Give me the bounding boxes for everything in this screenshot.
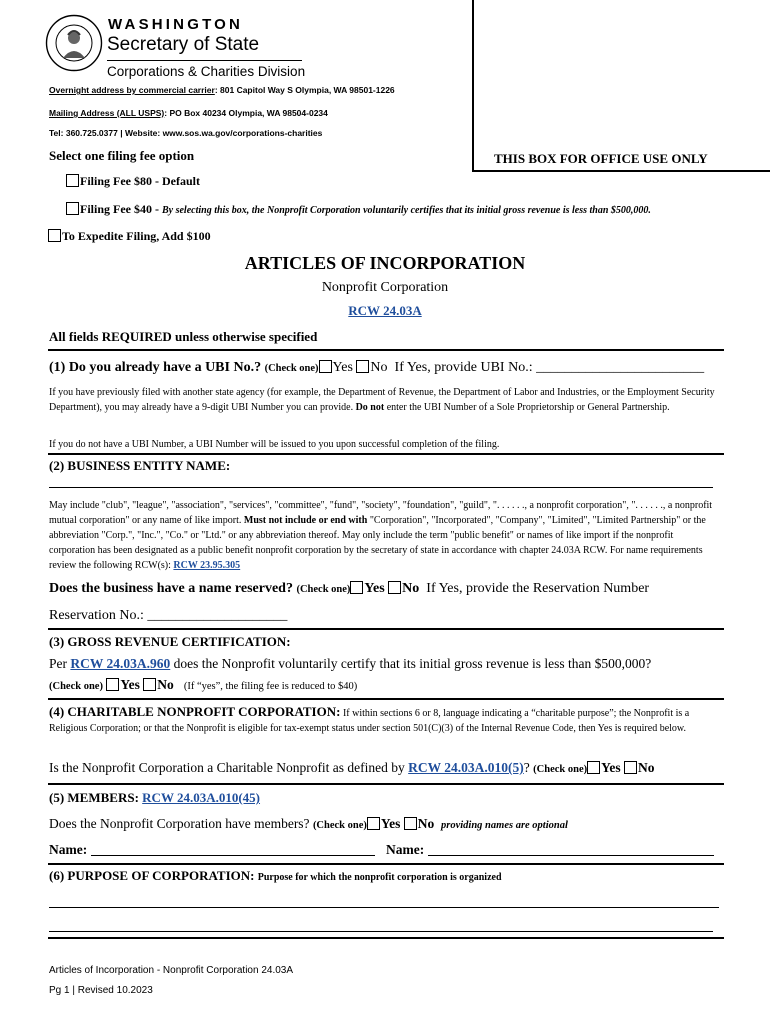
office-use-box xyxy=(472,0,770,172)
s5-yes-checkbox[interactable] xyxy=(367,817,380,830)
s3-no-label: No xyxy=(157,677,174,692)
s2-heading: (2) BUSINESS ENTITY NAME: xyxy=(49,458,231,473)
fee-80-checkbox[interactable] xyxy=(66,174,79,187)
mailing-value: : PO Box 40234 Olympia, WA 98504-0234 xyxy=(164,108,328,118)
entity-name-field[interactable] xyxy=(49,487,713,488)
reservation-row xyxy=(49,608,287,624)
wordmark-washington: WASHINGTON xyxy=(108,16,244,33)
member-name-2-label: Name: xyxy=(386,842,425,857)
s4-check-one: (Check one) xyxy=(533,764,588,775)
s1-paragraph-2: If you do not have a UBI Number, a UBI Number will be issued to you upon successful completion of the filing. xyxy=(49,439,500,450)
reservation-label: Reservation No.: xyxy=(49,608,144,623)
s6-subheading: Purpose for which the nonprofit corporation is organized xyxy=(257,872,502,883)
fee-80-label: Filing Fee $80 - Default xyxy=(80,174,200,188)
divider-6 xyxy=(48,863,724,865)
fee-40-checkbox[interactable] xyxy=(66,202,79,215)
s2-question: Does the business have a name reserved? xyxy=(49,581,293,596)
expedite-checkbox[interactable] xyxy=(48,229,61,242)
mailing-label: Mailing Address (ALL USPS) xyxy=(49,108,165,118)
s6-heading-row xyxy=(49,868,502,884)
s5-yes-label: Yes xyxy=(380,816,401,831)
s4-qmark: ? xyxy=(523,760,530,775)
fee-option-80[interactable] xyxy=(66,174,200,189)
s3-per: Per xyxy=(49,656,67,671)
wordmark-secretary: Secretary of State xyxy=(107,34,260,55)
rcw-24-03a-010-5-link[interactable]: RCW 24.03A.010(5) xyxy=(408,760,524,775)
s3-note: (If “yes”, the filing fee is reduced to $40) xyxy=(183,681,358,692)
fee-heading: Select one filing fee option xyxy=(49,148,195,163)
member-name-1-label: Name: xyxy=(49,842,88,857)
s2-no-label: No xyxy=(402,581,420,596)
s5-heading-row xyxy=(49,790,260,806)
s1-question-row xyxy=(49,360,704,376)
ubi-number-field[interactable]: ________________________ xyxy=(536,360,705,375)
s3-question-row xyxy=(49,656,651,672)
s2-check-one: (Check one) xyxy=(296,584,351,595)
s2-p-b: "Corporation", "Incorporated", "Company", "Limited", "Limited Partnership" or the abbreviation "Corp.", "Inc.", "Co." or "Ltd." or any abbreviation thereof. May only include the term "public benefit" or names of like import if the nonprofit corporation has been designated as a public benefit nonprofit corporation by the secretary of state in accordance with chapter 24.03A RCW. For name requirements review the following RCW(s): xyxy=(49,515,706,571)
s1-ifyes: If Yes, provide UBI No.: xyxy=(394,360,533,375)
rcw-23-95-305-link[interactable]: RCW 23.95.305 xyxy=(173,560,241,571)
s1-p1-bold: Do not xyxy=(355,402,385,413)
s1-check-one: (Check one) xyxy=(264,363,319,374)
expedite-option[interactable] xyxy=(48,229,211,244)
overnight-address xyxy=(49,85,395,95)
fee-40-note: By selecting this box, the Nonprofit Corporation voluntarily certifies that its initial gross revenue is less than $500,000. xyxy=(161,205,651,216)
office-use-label: THIS BOX FOR OFFICE USE ONLY xyxy=(494,151,708,166)
s5-no-label: No xyxy=(417,816,435,831)
s2-ifyes: If Yes, provide the Reservation Number xyxy=(426,581,650,596)
s2-no-checkbox[interactable] xyxy=(388,581,401,594)
s4-no-label: No xyxy=(638,760,655,775)
divider-4 xyxy=(48,698,724,700)
s5-optional-note: providing names are optional xyxy=(441,820,568,831)
s2-p-a: May include "club", "league", "association", "services", "committee", "fund", "society", "foundation", "guild", ". . . . . ., a nonprofit corporation", ". . . . . ., a nonprofit mutual corporation" or any name of like import. xyxy=(49,500,713,526)
s5-heading: (5) MEMBERS: xyxy=(49,790,139,805)
seal-logo xyxy=(45,14,103,72)
s2-question-row xyxy=(49,581,649,597)
s1-no-label: No xyxy=(370,360,388,375)
divider-2 xyxy=(48,453,724,455)
s5-check-one: (Check one) xyxy=(312,820,367,831)
contact-line: Tel: 360.725.0377 | Website: www.sos.wa.gov/corporations-charities xyxy=(49,128,323,138)
s4-question: Is the Nonprofit Corporation a Charitable Nonprofit as defined by xyxy=(49,760,405,775)
rcw-24-03a-010-45-link[interactable]: RCW 24.03A.010(45) xyxy=(142,790,261,805)
divider-5 xyxy=(48,783,724,785)
s4-heading: (4) CHARITABLE NONPROFIT CORPORATION: xyxy=(49,704,341,719)
s5-question-row xyxy=(49,816,568,832)
s3-yes-checkbox[interactable] xyxy=(106,678,119,691)
s4-no-checkbox[interactable] xyxy=(624,761,637,774)
s3-no-checkbox[interactable] xyxy=(143,678,156,691)
required-note: All fields REQUIRED unless otherwise specified xyxy=(49,329,318,344)
s2-paragraph xyxy=(49,498,719,573)
s1-question: (1) Do you already have a UBI No.? xyxy=(49,360,262,375)
reservation-number-field[interactable]: ____________________ xyxy=(147,608,288,623)
s1-p1-text: If you have previously filed with another state agency (for example, the Department of Revenue, the Department of Labor and Industries, or the Employment Security Department), you may already have a 9-digit UBI Number you can provide. xyxy=(49,387,715,413)
expedite-label: To Expedite Filing, Add $100 xyxy=(62,229,211,243)
s2-yes-checkbox[interactable] xyxy=(350,581,363,594)
divider-7 xyxy=(48,937,724,939)
member-name-1-row xyxy=(49,842,375,858)
s1-yes-label: Yes xyxy=(332,360,353,375)
s4-yes-checkbox[interactable] xyxy=(587,761,600,774)
overnight-value: : 801 Capitol Way S Olympia, WA 98501-1226 xyxy=(214,85,395,95)
division-name: Corporations & Charities Division xyxy=(107,64,306,79)
member-name-2-row xyxy=(386,842,714,858)
rcw-24-03a-960-link[interactable]: RCW 24.03A.960 xyxy=(70,656,171,671)
form-subtitle: Nonprofit Corporation xyxy=(321,280,449,295)
divider-1 xyxy=(48,349,724,351)
fee-option-40[interactable] xyxy=(66,202,651,217)
title-rcw-link[interactable] xyxy=(0,303,770,319)
s4-block xyxy=(49,704,719,736)
header-divider xyxy=(107,60,302,61)
mailing-address xyxy=(49,108,328,118)
fee-40-label: Filing Fee $40 - xyxy=(80,202,162,216)
form-title: ARTICLES OF INCORPORATION xyxy=(244,253,526,273)
s1-p1-end: enter the UBI Number of a Sole Proprietorship or General Partnership. xyxy=(386,402,670,413)
s6-heading: (6) PURPOSE OF CORPORATION: xyxy=(49,868,255,883)
s3-check-row xyxy=(49,677,357,693)
footer-page: Pg 1 | Revised 10.2023 xyxy=(49,985,153,996)
s3-yes-label: Yes xyxy=(120,677,140,692)
purpose-field-line-2[interactable] xyxy=(49,931,713,932)
s1-no-checkbox[interactable] xyxy=(356,360,369,373)
s4-yes-label: Yes xyxy=(601,760,621,775)
s4-text: If within sections 6 or 8, language indicating a “charitable purpose”; the Nonprofit is a Religious Corporation; or that the Nonprofit is eligible for tax-exempt status under section 501(C)(3) of the Internal Revenue Code, then Yes is required below. xyxy=(49,708,690,734)
s5-question: Does the Nonprofit Corporation have members? xyxy=(49,816,310,831)
s1-yes-checkbox[interactable] xyxy=(319,360,332,373)
s4-question-row xyxy=(49,760,655,776)
purpose-field-line-1[interactable] xyxy=(49,907,719,908)
s3-heading: (3) GROSS REVENUE CERTIFICATION: xyxy=(49,634,291,649)
s1-paragraph-1 xyxy=(49,385,717,415)
s2-p-bold: Must not include or end with xyxy=(243,515,368,526)
divider-3 xyxy=(48,628,724,630)
s3-check-one: (Check one) xyxy=(49,681,103,692)
overnight-label: Overnight address by commercial carrier xyxy=(49,85,215,95)
footer-title: Articles of Incorporation - Nonprofit Corporation 24.03A xyxy=(49,965,294,976)
s5-no-checkbox[interactable] xyxy=(404,817,417,830)
member-name-2-field[interactable] xyxy=(428,855,714,856)
rcw-24-03a-link[interactable]: RCW 24.03A xyxy=(348,303,422,318)
s2-yes-label: Yes xyxy=(364,581,385,596)
s3-question: does the Nonprofit voluntarily certify that its initial gross revenue is less than $500,000? xyxy=(173,656,652,671)
member-name-1-field[interactable] xyxy=(91,855,375,856)
